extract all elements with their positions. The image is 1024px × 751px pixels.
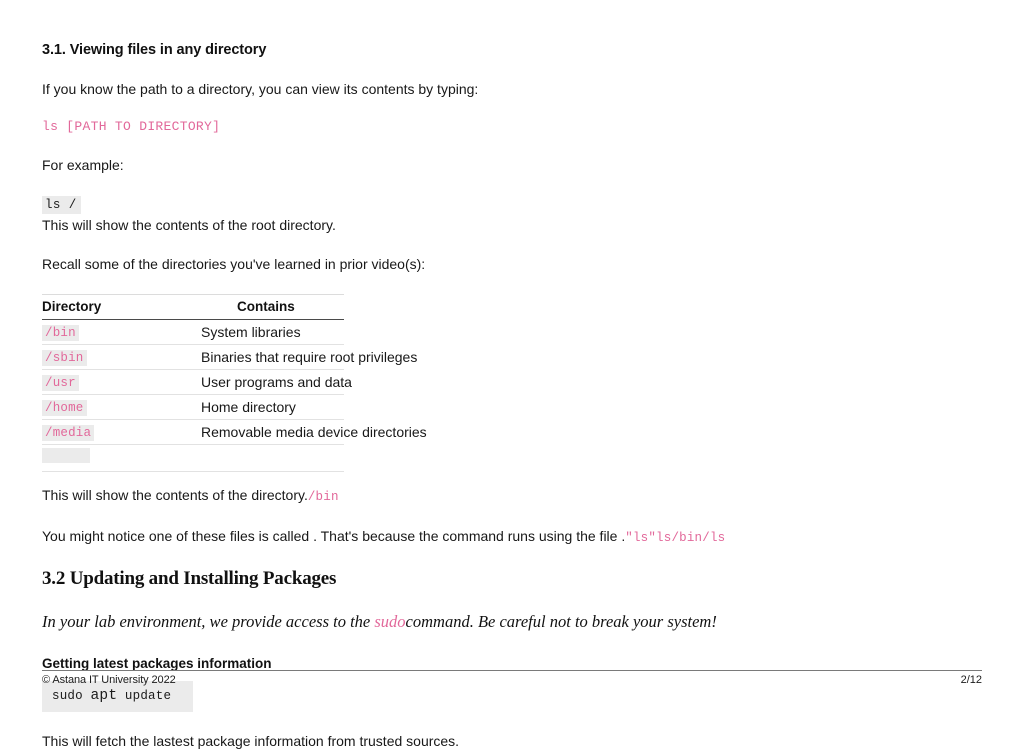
directory-code-sbin: /sbin — [42, 350, 87, 366]
table-row — [42, 420, 344, 445]
section-3-1-heading: 3.1. Viewing files in any directory — [42, 42, 267, 58]
table-header-contains: Contains — [193, 295, 344, 320]
root-directory-result-text: This will show the contents of the root directory. — [42, 217, 336, 233]
table-cell-contains: Removable media device directories — [193, 420, 344, 445]
section-3-2-heading: 3.2 Updating and Installing Packages — [42, 568, 337, 589]
directory-code-usr: /usr — [42, 375, 79, 391]
apt-update-prefix: sudo — [52, 689, 91, 703]
table-cell-directory — [42, 370, 193, 395]
table-cell-contains: User programs and data — [193, 370, 344, 395]
files-note-code: "ls"ls/bin/ls — [625, 531, 726, 545]
apt-update-result-text: This will fetch the lastest package information from trusted sources. — [42, 733, 460, 749]
sudo-keyword: sudo — [374, 612, 406, 631]
table-cell-contains-empty — [193, 445, 344, 472]
for-example-label: For example: — [42, 157, 124, 173]
table-row — [42, 395, 344, 420]
table-cell-directory — [42, 420, 193, 445]
directory-result-text: This will show the contents of the directory. — [42, 487, 308, 503]
table-cell-directory — [42, 395, 193, 420]
ls-root-code: ls / — [42, 196, 81, 214]
table-cell-contains: Binaries that require root privileges — [193, 345, 344, 370]
page-content — [42, 42, 982, 751]
sudo-warning-before: In your lab environment, we provide access to the — [42, 612, 375, 631]
apt-update-main: apt — [90, 688, 118, 704]
page-footer — [42, 670, 982, 686]
ls-syntax-code: ls [PATH TO DIRECTORY] — [42, 119, 221, 134]
table-row — [42, 370, 344, 395]
sudo-warning-paragraph — [42, 612, 982, 632]
table-cell-directory-empty — [42, 445, 193, 472]
directory-table — [42, 294, 427, 472]
files-note-text: You might notice one of these files is called . That's because the command runs using the file . — [42, 528, 626, 544]
directory-code-bin: /bin — [42, 325, 79, 341]
sudo-warning-after: command. Be careful not to break your system! — [405, 612, 717, 631]
apt-update-suffix: update — [117, 689, 172, 703]
table-cell-contains: Home directory — [193, 395, 344, 420]
table-header-directory: Directory — [42, 295, 193, 320]
footer-page-number: 2/12 — [960, 674, 982, 686]
table-row — [42, 320, 344, 345]
recall-directories-text: Recall some of the directories you've learned in prior video(s): — [42, 256, 426, 272]
directory-code-home: /home — [42, 400, 87, 416]
table-row-empty — [42, 445, 344, 472]
files-note-paragraph — [42, 527, 982, 548]
directory-result-paragraph — [42, 486, 982, 507]
table-cell-directory — [42, 345, 193, 370]
directory-code-empty — [42, 448, 90, 463]
directory-result-code: /bin — [307, 490, 339, 504]
section-3-1-intro-paragraph: If you know the path to a directory, you can view its contents by typing: — [42, 81, 479, 97]
table-header-row — [42, 295, 344, 320]
directory-code-media: /media — [42, 425, 94, 441]
table-cell-contains: System libraries — [193, 320, 344, 345]
footer-copyright: © Astana IT University 2022 — [42, 674, 176, 686]
table-cell-directory — [42, 320, 193, 345]
getting-packages-subheading: Getting latest packages information — [42, 656, 272, 671]
table-row — [42, 345, 344, 370]
